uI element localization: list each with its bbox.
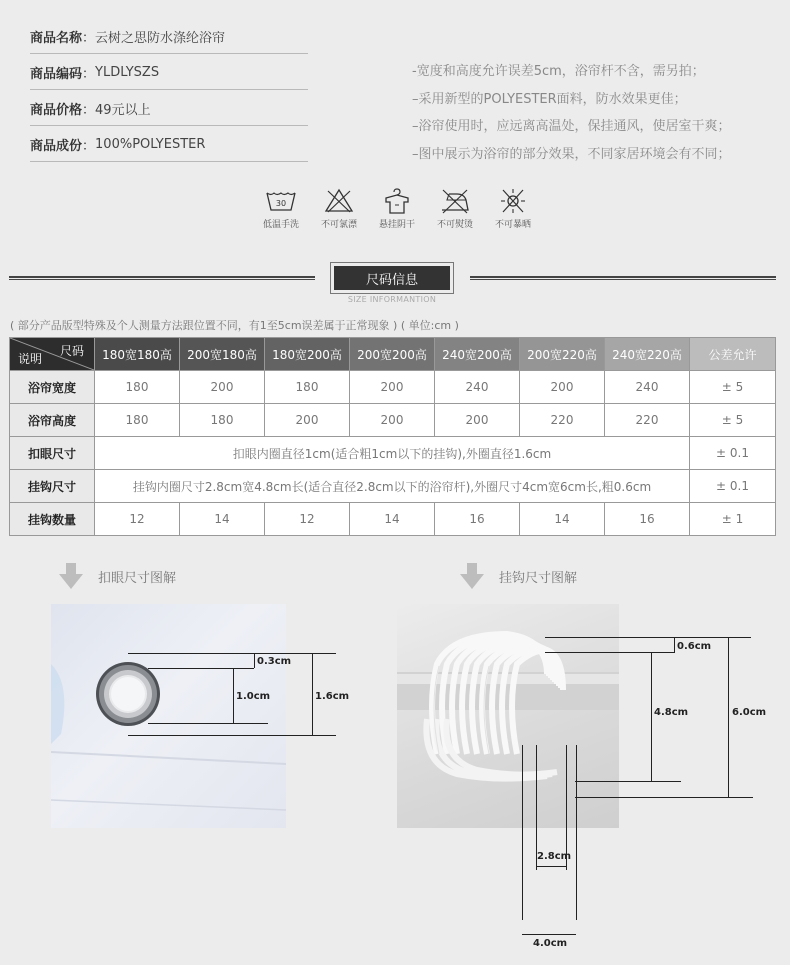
brand-name: 云树之思 [95,31,148,46]
table-cell: 14 [520,503,605,536]
dimension-line [233,668,234,723]
separator: ： [82,67,96,82]
table-header-row [10,338,776,371]
table-span-cell: 扣眼内圈直径1cm(适合粗1cm以下的挂钩),外圈直径1.6cm [95,437,690,470]
product-code-row [30,54,308,90]
tolerance-cell: ± 5 [690,371,776,404]
row-header: 浴帘高度 [10,404,95,437]
arrow-down-icon [459,562,485,590]
product-notes [412,58,731,168]
dimension-line [148,723,268,724]
table-cell: 220 [605,404,690,437]
dimension-line [575,781,681,782]
dimension-label: 6.0cm [732,707,767,718]
column-header: 240宽200高 [435,338,520,371]
dimension-line [545,637,751,638]
dimension-line [522,934,576,935]
product-name-row [30,18,308,54]
column-header: 180宽180高 [95,338,180,371]
table-cell: 12 [95,503,180,536]
column-header: 公差允许 [690,338,776,371]
divider [9,276,315,280]
product-info [30,18,308,162]
size-table [9,337,776,536]
product-material-row [30,126,308,162]
table-span-cell: 挂钩内圈尺寸2.8cm宽4.8cm长(适合直径2.8cm以下的浴帘杆),外圈尺寸4cm宽6cm长,粗0.6cm [95,470,690,503]
table-row [10,470,776,503]
care-item-hang-dry [368,188,426,230]
hook-diagram-title [459,562,577,590]
no-bleach-icon [323,188,355,214]
dimension-line [522,745,523,920]
dimension-label: 4.8cm [654,707,689,718]
table-cell: 200 [350,371,435,404]
separator: ： [82,31,96,46]
care-item-no-iron [426,188,484,230]
section-title: 尺码信息 [334,266,450,290]
care-item-no-bleach [310,188,368,230]
table-row [10,404,776,437]
table-note: ( 部分产品版型特殊及个人测量方法跟位置不同，有1至5cm误差属于正常现象 ) ( 单位:cm ) [10,319,459,332]
care-label: 悬挂阴干 [378,220,415,230]
table-cell: 180 [180,404,265,437]
section-header [330,262,454,294]
product-name-value [95,27,225,46]
dimension-line [128,735,336,736]
row-header: 挂钩尺寸 [10,470,95,503]
product-price-value: 49元以上 [95,103,151,118]
dimension-line [536,866,567,867]
care-label: 低温手洗 [262,220,299,230]
divider [470,276,776,280]
grommet-illustration [51,604,286,828]
column-header: 200宽180高 [180,338,265,371]
care-item-no-sun [484,188,542,230]
table-cell: 16 [435,503,520,536]
row-header: 扣眼尺寸 [10,437,95,470]
product-price-key: 商品价格 [30,103,83,118]
dimension-label: 1.6cm [315,691,350,702]
table-corner [10,338,95,371]
column-header: 180宽200高 [265,338,350,371]
dimension-line [728,637,729,797]
care-label: 不可熨烫 [436,220,473,230]
dimension-line [128,653,336,654]
dimension-line [575,797,753,798]
grommet-diagram-title [58,562,176,590]
arrow-down-icon [58,562,84,590]
dimension-line [254,653,255,668]
dimension-line [312,653,313,735]
dimension-line [576,745,577,920]
corner-label-size: 尺码 [59,344,84,358]
table-cell: 180 [265,371,350,404]
dimension-label: 4.0cm [533,938,568,949]
table-cell: 220 [520,404,605,437]
tolerance-cell: ± 1 [690,503,776,536]
row-header: 浴帘宽度 [10,371,95,404]
table-cell: 14 [180,503,265,536]
dimension-label: 1.0cm [236,691,271,702]
tolerance-cell: ± 5 [690,404,776,437]
table-cell: 200 [350,404,435,437]
diagram-title-text: 挂钩尺寸图解 [499,570,578,586]
wash-30-icon [265,188,297,214]
table-cell: 200 [435,404,520,437]
grommet-photo [51,604,286,828]
table-cell: 240 [605,371,690,404]
diagram-title-text: 扣眼尺寸图解 [98,570,177,586]
column-header: 200宽220高 [520,338,605,371]
row-header: 挂钩数量 [10,503,95,536]
care-instructions [252,188,542,230]
table-row [10,371,776,404]
care-label: 不可氯漂 [320,220,357,230]
separator: ： [82,103,96,118]
table-cell: 180 [95,371,180,404]
table-cell: 16 [605,503,690,536]
product-name-key: 商品名称 [30,31,83,46]
note-line: –采用新型的POLYESTER面料，防水效果更佳； [412,91,687,107]
dimension-line [545,652,675,653]
table-cell: 14 [350,503,435,536]
product-material-key: 商品成份 [30,139,83,154]
product-code-key: 商品编码 [30,67,83,82]
section-subtitle: SIZE INFORMANTION [347,295,437,304]
table-row [10,503,776,536]
tolerance-cell: ± 0.1 [690,470,776,503]
dimension-label: 0.6cm [677,641,712,652]
dimension-line [148,668,254,669]
table-cell: 200 [520,371,605,404]
product-price-row [30,90,308,126]
hang-dry-icon [381,188,413,214]
dimension-label: 0.3cm [257,656,292,667]
column-header: 200宽200高 [350,338,435,371]
corner-label-desc: 说明 [18,352,43,366]
table-cell: 240 [435,371,520,404]
note-line: -宽度和高度允许误差5cm，浴帘杆不含，需另拍； [412,64,705,79]
tolerance-cell: ± 0.1 [690,437,776,470]
table-row [10,437,776,470]
no-iron-icon [439,188,471,214]
separator: ： [82,139,96,154]
care-item-wash [252,188,310,230]
note-line: –图中展示为浴帘的部分效果，不同家居环境会有不同； [412,146,731,162]
table-cell: 200 [265,404,350,437]
table-cell: 12 [265,503,350,536]
dimension-line [674,637,675,652]
no-sun-icon [497,188,529,214]
table-cell: 180 [95,404,180,437]
table-cell: 200 [180,371,265,404]
column-header: 240宽220高 [605,338,690,371]
note-line: –浴帘使用时，应远离高温处，保挂通风，使居室干爽； [412,119,731,134]
dimension-label: 2.8cm [537,851,572,862]
product-material-value: 100%POLYESTER [95,137,206,152]
care-label: 不可暴晒 [494,220,531,230]
dimension-line [651,652,652,781]
product-title: 防水涤纶浴帘 [147,31,226,46]
product-code-value: YLDLYSZS [95,65,160,80]
svg-text:30: 30 [275,199,287,208]
